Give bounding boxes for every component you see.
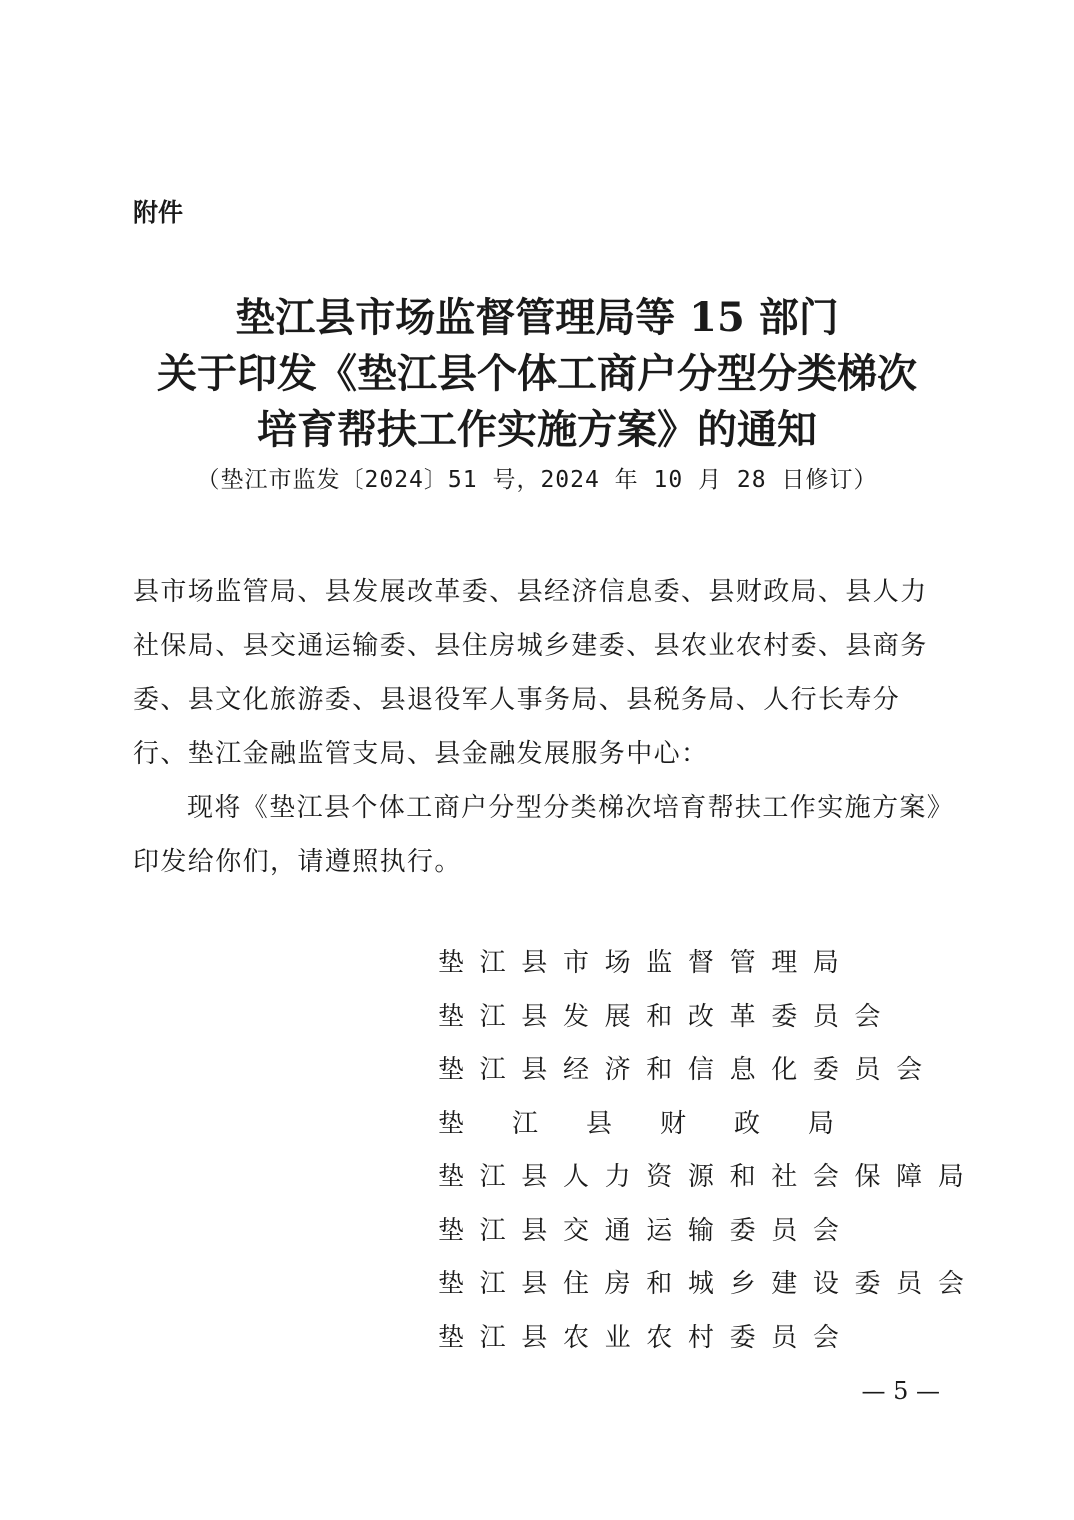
title-line-2: 关于印发《垫江县个体工商户分型分类梯次 [157,350,917,397]
document-number: （垫江市监发〔2024〕51 号，2024 年 10 月 28 日修订） [196,467,878,493]
signatory-item: 垫 江 县 交 通 运 输 委 员 会 [438,1215,839,1246]
document-title [80,290,994,458]
addressees-paragraph: 县市场监管局、县发展改革委、县经济信息委、县财政局、县人力社保局、县交通运输委、县住房城乡建委、县农业农村委、县商务委、县文化旅游委、县退役军人事务局、县税务局、人行长寿分行、垫江金融监管支局、县金融发展服务中心： [133,577,928,769]
signatory-item: 垫 江 县 发 展 和 改 革 委 员 会 [438,1001,881,1032]
notice-paragraph: 现将《垫江县个体工商户分型分类梯次培育帮扶工作实施方案》印发给你们，请遵照执行。 [133,793,942,877]
signatory-list [438,937,964,1365]
signatory-item: 垫 江 县 经 济 和 信 息 化 委 员 会 [438,1055,923,1085]
signatory-item: 垫 江 县 住 房 和 城 乡 建 设 委 员 会 [438,1269,964,1299]
signatory-item: 垫 江 县 人 力 资 源 和 社 会 保 障 局 [438,1162,964,1192]
title-line-3: 培育帮扶工作实施方案》的通知 [257,406,817,453]
page-number: — 5 — [861,1377,940,1405]
document-body [133,565,953,889]
attachment-label: 附件 [133,198,184,227]
signatory-item: 垫 江 县 农 业 农 村 委 员 会 [438,1322,839,1353]
signatory-item: 垫 江 县 财 政 局 [438,1108,834,1139]
signatory-item: 垫 江 县 市 场 监 督 管 理 局 [438,948,839,978]
title-line-1: 垫江县市场监督管理局等 15 部门 [235,294,839,341]
